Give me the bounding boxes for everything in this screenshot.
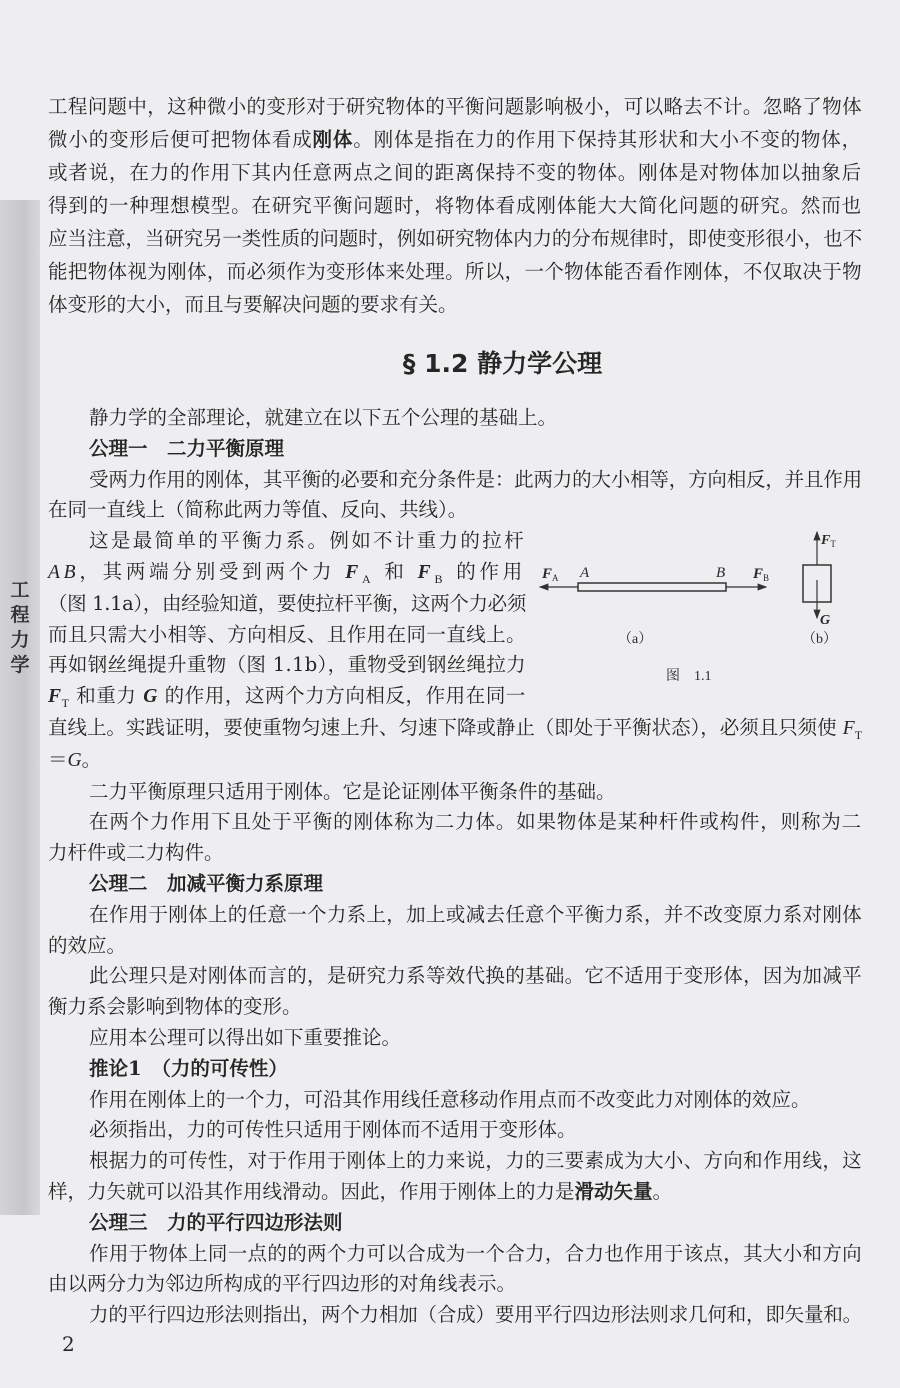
text-line-content [48,156,862,189]
text-segment: 和 [374,559,418,583]
caption-b: （b） [802,632,837,647]
text-line [48,1177,862,1208]
text-segment: 由以两分力为邻边所构成的平行四边形的对角线表示。 [48,1272,517,1296]
text-line [48,255,862,288]
text-segment: 力杆件或二力构件。 [48,841,224,865]
label-b: B [716,565,726,581]
text-segment: F [417,561,435,583]
text-segment: AB [48,561,80,583]
text-line [48,222,862,255]
text-segment: 。 [652,1179,673,1203]
text-segment: ＝ [48,747,68,771]
text-line [48,1054,862,1085]
text-line-content [48,931,126,962]
text-segment: 在同一直线上（简称此两力等值、反向、共线）。 [48,498,468,522]
text-segment: F [345,561,363,583]
text-line-content [48,1177,672,1208]
text-segment: 应当注意，当研究另一类性质的问题时，例如研究物体内力的分布规律时，即使变形很小，也不 [48,227,862,250]
text-segment: 而且只需大小相等、方向相反、且作用在同一直线上。 [48,622,526,646]
emphasis-text: 公理一 二力平衡原理 [89,436,285,460]
text-segment: ，其两端分别受到两个力 [79,559,346,583]
text-line-content [48,745,101,777]
emphasis-text: 推论1 （力的可传性） [89,1056,288,1080]
text-line-content [48,992,302,1023]
text-line-content [89,961,862,992]
text-line [48,434,862,465]
text-line-content [48,288,458,321]
text-segment: 的作用，这两个力方向相反，作用在同一 [157,684,526,708]
text-segment: G [67,749,82,771]
emphasis-text: 刚体 [312,128,354,151]
text-segment: 应用本公理可以得出如下重要推论。 [89,1025,402,1049]
text-line-content [89,1239,862,1270]
text-line [48,465,862,496]
text-segment: 样，力矢就可以沿其作用线滑动。因此，作用于刚体上的力是 [48,1179,575,1203]
text-line-content [48,255,862,288]
text-segment: 的效应。 [48,933,127,957]
text-segment: 在两个力作用下且处于平衡的刚体称为二力体。如果物体是某种杆件或构件，则称为二 [89,810,862,834]
text-line-content [89,900,862,931]
text-line-content [48,838,224,869]
rod-ab [578,583,726,591]
text-line [48,90,862,123]
text-line-content [89,403,557,434]
label-fa: $F_A$ [542,566,559,583]
text-line [48,620,526,651]
intro-paragraph [48,90,862,321]
side-tab-title: 工程力学 [10,579,30,676]
text-segment: T [854,727,862,742]
text-segment: 衡力系会影响到物体的变形。 [48,995,302,1019]
text-line-content [48,189,862,222]
text-segment: 。 [81,747,102,771]
text-line-content [89,1085,811,1116]
text-line [48,589,526,620]
figure-caption: 图 1.1 [666,669,712,684]
text-line-content [48,589,526,620]
text-line [48,1300,862,1331]
text-line [48,526,526,557]
text-line-content [89,1054,288,1085]
text-line-content [89,777,616,808]
text-segment: 体变形的大小，而且与要解决问题的要求有关。 [48,293,458,316]
text-line-content [89,1146,862,1177]
text-line [48,557,526,589]
text-line-content [89,1115,577,1146]
text-line [48,288,862,321]
text-segment: 必须指出，力的可传性只适用于刚体而不适用于变形体。 [89,1118,577,1142]
text-line-content [48,681,526,713]
text-line [48,869,862,900]
side-band [0,200,40,1215]
label-fb: $F_B$ [753,566,770,583]
text-segment: 直线上。实践证明，要使重物匀速上升、匀速下降或静止（即处于平衡状态），必须且只须使 [48,715,843,739]
text-line [48,123,862,156]
text-segment: 再如钢丝绳提升重物（图 1.1b），重物受到钢丝绳拉力 [48,653,526,677]
text-line-content [89,526,526,557]
text-segment: 。刚体是指在力的作用下保持其形状和大小不变的物体， [353,128,862,151]
text-line [48,745,862,777]
text-line [48,931,862,962]
text-line-content [89,434,284,465]
text-segment: G [143,686,158,708]
emphasis-text: 公理二 加减平衡力系原理 [89,871,324,895]
text-line [48,1085,862,1116]
text-line [48,650,526,681]
text-segment: （图 1.1a），由经验知道，要使拉杆平衡，这两个力必须 [48,591,526,615]
text-line [48,403,862,434]
label-a: A [580,565,590,581]
text-line [48,838,862,869]
text-segment: 静力学的全部理论，就建立在以下五个公理的基础上。 [89,406,558,429]
text-line [48,189,862,222]
text-line [48,961,862,992]
text-line-content [48,90,862,123]
text-line [48,1115,862,1146]
text-segment: 和重力 [69,684,144,708]
text-segment: A [362,571,375,586]
text-line-content [89,1300,862,1331]
text-line [48,1146,862,1177]
text-line-content [48,222,862,255]
text-segment: 工程问题中，这种微小的变形对于研究物体的平衡问题影响极小，可以略去不计。忽略了物体 [48,95,862,118]
text-segment: 力的平行四边形法则指出，两个力相加（合成）要用平行四边形法则求几何和，即矢量和。 [89,1303,862,1327]
text-segment: 受两力作用的刚体，其平衡的必要和充分条件是：此两力的大小相等，方向相反，并且作用 [89,467,862,491]
text-segment: 在作用于刚体上的任意一个力系上，加上或减去任意个平衡力系，并不改变原力系对刚体 [89,902,862,926]
text-line [48,1239,862,1270]
text-line-content [48,713,862,745]
text-segment: 作用在刚体上的一个力，可沿其作用线任意移动作用点而不改变此力对刚体的效应。 [89,1087,811,1111]
text-line-content [48,650,526,681]
text-segment: 这是最简单的平衡力系。例如不计重力的拉杆 [89,529,526,553]
text-segment: 二力平衡原理只适用于刚体。它是论证刚体平衡条件的基础。 [89,779,616,803]
emphasis-text: 滑动矢量 [574,1179,653,1203]
caption-a: （a） [618,632,653,647]
figure-1-1 [530,520,860,690]
text-line [48,900,862,931]
text-segment: T [61,696,70,711]
text-line [48,777,862,808]
text-segment: 作用于物体上同一点的的两个力可以合成为一个合力，合力也作用于该点，其大小和方向 [89,1241,862,1265]
text-line-content [48,123,862,156]
text-segment: 根据力的可传性，对于作用于刚体上的力来说，力的三要素成为大小、方向和作用线，这 [89,1149,862,1173]
text-line [48,1269,862,1300]
text-line [48,156,862,189]
text-line-content [89,869,323,900]
text-line [48,1208,862,1239]
text-line [48,1023,862,1054]
text-line [48,681,526,713]
text-segment: 的作用 [446,559,526,583]
text-segment: 微小的变形后便可把物体看成 [48,128,313,151]
page-number: 2 [62,1332,75,1356]
text-line-content [48,557,526,589]
emphasis-text: 公理三 力的平行四边形法则 [89,1210,343,1234]
text-line-content [89,807,862,838]
label-g: G [820,613,831,628]
text-segment: F [48,686,62,708]
text-segment: 或者说，在力的作用下其内任意两点之间的距离保持不变的物体。刚体是对物体加以抽象后 [48,161,862,184]
text-line [48,807,862,838]
text-line-content [48,495,467,526]
text-line-content [89,1023,401,1054]
text-segment: 能把物体视为刚体，而必须作为变形体来处理。所以，一个物体能否看作刚体，不仅取决于物 [48,260,862,283]
text-segment: 此公理只是对刚体而言的，是研究力系等效代换的基础。它不适用于变形体，因为加减平 [89,964,862,988]
text-segment: 得到的一种理想模型。在研究平衡问题时，将物体看成刚体能大大简化问题的研究。然而也 [48,194,862,217]
text-line-content [89,1208,343,1239]
label-ft: $F_T$ [821,533,836,549]
text-line [48,713,862,745]
text-line-content [89,465,862,496]
text-segment: B [434,571,447,586]
text-line [48,992,862,1023]
text-line-content [48,1269,516,1300]
text-segment: F [842,717,855,739]
section-heading: § 1.2 静力学公理 [402,349,603,378]
text-line-content [48,620,526,651]
